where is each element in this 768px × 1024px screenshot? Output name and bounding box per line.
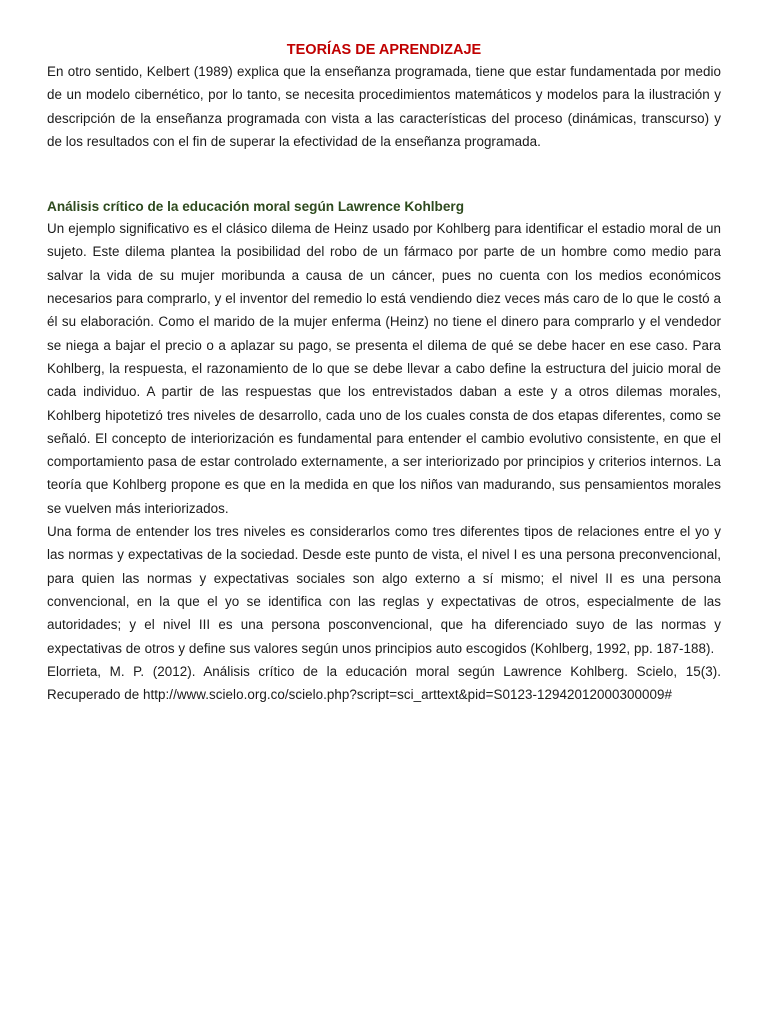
section-heading: Análisis crítico de la educación moral según Lawrence Kohlberg — [47, 199, 464, 215]
document-title: TEORÍAS DE APRENDIZAJE — [286, 42, 482, 58]
paragraph-heinz-dilemma: Un ejemplo significativo es el clásico dilema de Heinz usado por Kohlberg para identificar el estadio moral de un sujeto. Este dilema plantea la posibilidad del robo de un fármaco por parte de un hombre como medio para salvar la vida de su mujer moribunda a causa de un cáncer, pues no cuenta con los medios económicos necesarios para comprarlo, y el inventor del remedio lo está vendiendo diez veces más caro de lo que le costó a él su elaboración. Como el marido de la mujer enferma (Heinz) no tiene el dinero para comprarlo y el vendedor se niega a bajar el precio o a aplazar su pago, se presenta el dilema de qué se debe hacer en ese caso. Para Kohlberg, la respuesta, el razonamiento de lo que se debe llevar a cabo define la estructura del juicio moral de cada individuo. A partir de las respuestas que los entrevistados daban a este y a otros dilemas morales, Kohlberg hipotetizó tres niveles de desarrollo, cada uno de los cuales consta de dos etapas diferentes, como se señaló. El concepto de interiorización es fundamental para entender el cambio evolutivo consistente, en que el comportamiento pasa de estar controlado externamente, a ser interiorizado por principios y criterios internos. La teoría que Kohlberg propone es que en la medida en que los niños van madurando, sus pensamientos morales se vuelven más interiorizados. — [47, 221, 721, 516]
paragraph-three-levels: Una forma de entender los tres niveles es considerarlos como tres diferentes tipos de relaciones entre el yo y las normas y expectativas de la sociedad. Desde este punto de vista, el nivel I es una persona preconvencional, para quien las normas y expectativas sociales son algo externo a sí mismo; el nivel II es una persona convencional, en la que el yo se identifica con las reglas y expectativas de otros, especialmente de las autoridades; y el nivel III es una persona posconvencional, que ha diferenciado suyo de las normas y expectativas de otros y define sus valores según unos principios auto escogidos (Kohlberg, 1992, pp. 187-188). — [47, 524, 721, 656]
bibliographic-reference: Elorrieta, M. P. (2012). Análisis crítico de la educación moral según Lawrence Kohlberg. Scielo, 15(3). Recuperado de http://www.scielo.org.co/scielo.php?script=sci_arttext&pid=S0123-12942012000300009# — [47, 663, 721, 703]
intro-paragraph: En otro sentido, Kelbert (1989) explica que la enseñanza programada, tiene que estar fundamentada por medio de un modelo cibernético, por lo tanto, se necesita procedimientos matemáticos y modelos para la ilustración y descripción de la enseñanza programada con vista a las características del proceso (dinámicas, transcurso) y de los resultados con el fin de superar la efectividad de la enseñanza programada. — [47, 64, 721, 149]
